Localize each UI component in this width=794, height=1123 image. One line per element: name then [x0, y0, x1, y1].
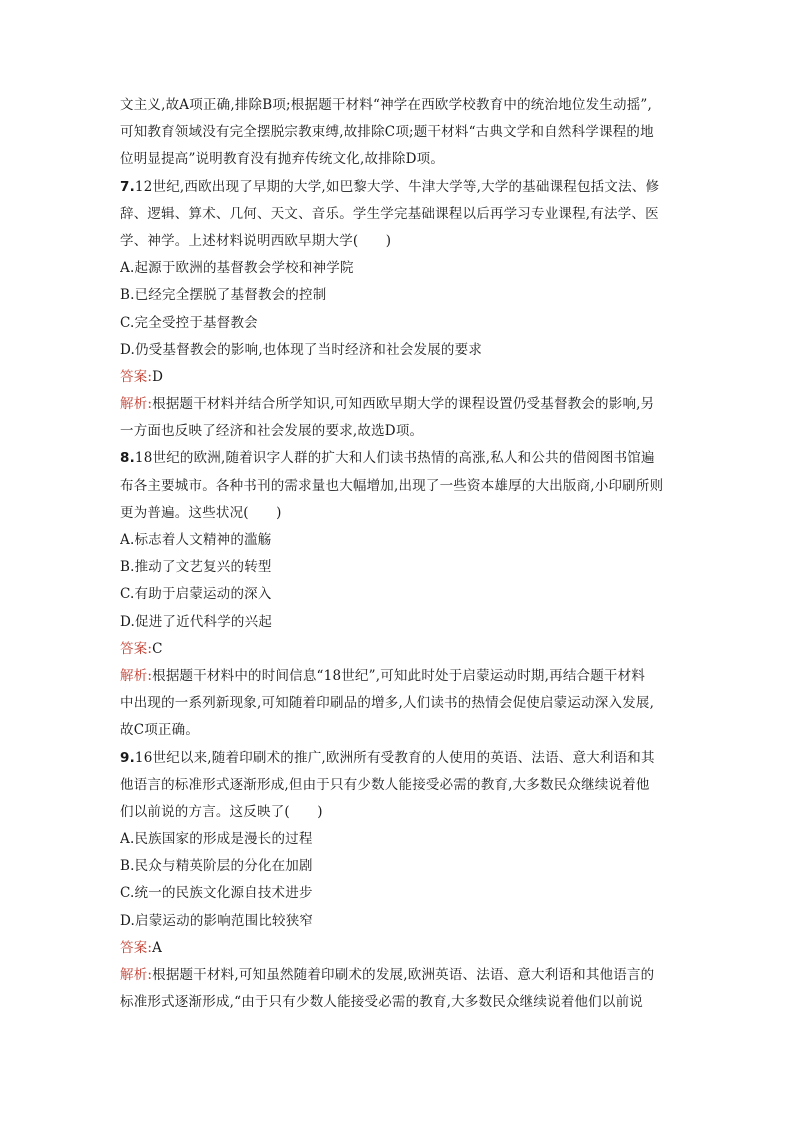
- option-c: C.有助于启蒙运动的深入: [120, 586, 272, 603]
- question-stem-line: [120, 745, 680, 772]
- analysis-text: 根据题干材料中的时间信息“18世纪”,可知此时处于启蒙运动时期,再结合题干材料: [152, 667, 646, 684]
- question-9: [120, 745, 680, 1017]
- question-stem-line: 布各主要城市。各种书刊的需求量也大幅增加,出现了一些资本雄厚的大出版商,小印刷所则: [120, 477, 664, 494]
- answer-label: 答案:: [120, 939, 153, 956]
- question-stem-line: [120, 174, 680, 201]
- question-stem-line: 们以前说的方言。这反映了( ): [120, 803, 323, 820]
- option-b: B.推动了文艺复兴的转型: [120, 559, 272, 576]
- analysis-line: 一方面也反映了经济和社会发展的要求,故选D项。: [120, 423, 424, 440]
- question-8: [120, 445, 680, 744]
- continuation-paragraph: [120, 92, 680, 174]
- answer-value: A: [152, 939, 163, 956]
- analysis-line: [120, 391, 680, 418]
- analysis-line: 故C项正确。: [120, 722, 200, 739]
- option-a: A.起源于欧洲的基督教会学校和神学院: [120, 260, 354, 277]
- analysis-label: 解析:: [120, 396, 153, 413]
- option-d: D.启蒙运动的影响范围比较狭窄: [120, 912, 314, 929]
- answer-line: [120, 636, 680, 663]
- analysis-label: 解析:: [120, 967, 153, 983]
- analysis-line: 中出现的一系列新现象,可知随着印刷品的增多,人们读书的热情会促使启蒙运动深入发展,: [120, 695, 655, 712]
- question-number: 7.: [120, 178, 135, 195]
- document-content: [120, 92, 680, 1016]
- stem-text: 12世纪,西欧出现了早期的大学,如巴黎大学、牛津大学等,大学的基础课程包括文法、修: [134, 178, 660, 195]
- option-c: C.统一的民族文化源自技术进步: [120, 885, 313, 902]
- question-stem-line: 他语言的标准形式逐渐形成,但由于只有少数人能接受必需的教育,大多数民众继续说着他: [120, 776, 650, 793]
- question-stem-line: [120, 445, 680, 472]
- question-7: [120, 174, 680, 446]
- question-stem-line: 学、神学。上述材料说明西欧早期大学( ): [120, 232, 392, 249]
- option-b: B.民众与精英阶层的分化在加剧: [120, 858, 313, 875]
- question-number: 8.: [120, 450, 135, 467]
- text-line: 文主义,故A项正确,排除B项;根据题干材料“神学在西欧学校教育中的统治地位发生动摇”,: [120, 97, 652, 113]
- answer-label: 答案:: [120, 368, 153, 385]
- text-line: 位明显提高”说明教育没有抛弃传统文化,故排除D项。: [120, 151, 445, 168]
- option-c: C.完全受控于基督教会: [120, 314, 258, 331]
- stem-text: 16世纪以来,随着印刷术的推广,欧洲所有受教育的人使用的英语、法语、意大利语和其: [134, 749, 655, 766]
- answer-label: 答案:: [120, 640, 153, 657]
- analysis-text: 根据题干材料并结合所学知识,可知西欧早期大学的课程设置仍受基督教会的影响,另: [152, 396, 655, 413]
- option-d: D.促进了近代科学的兴起: [120, 613, 273, 630]
- analysis-line: [120, 663, 680, 690]
- option-b: B.已经完全摆脱了基督教会的控制: [120, 287, 327, 304]
- answer-value: D: [152, 368, 164, 385]
- question-stem-line: 辞、逻辑、算术、几何、天文、音乐。学生学完基础课程以后再学习专业课程,有法学、医: [120, 205, 659, 222]
- option-a: A.标志着人文精神的滥觞: [120, 532, 272, 548]
- question-stem-line: 更为普遍。这些状况( ): [120, 504, 282, 521]
- answer-value: C: [152, 640, 163, 657]
- option-a: A.民族国家的形成是漫长的过程: [120, 831, 313, 848]
- text-line: 可知教育领域没有完全摆脱宗教束缚,故排除C项;题干材料“古典文学和自然科学课程的地: [120, 124, 654, 141]
- analysis-label: 解析:: [120, 667, 153, 684]
- answer-line: [120, 364, 680, 391]
- analysis-line: 标准形式逐渐形成,“由于只有少数人能接受必需的教育,大多数民众继续说着他们以前说: [120, 994, 643, 1011]
- question-number: 9.: [120, 749, 135, 766]
- stem-text: 18世纪的欧洲,随着识字人群的扩大和人们读书热情的高涨,私人和公共的借阅图书馆遍: [134, 450, 655, 467]
- option-d: D.仍受基督教会的影响,也体现了当时经济和社会发展的要求: [120, 341, 483, 358]
- analysis-text: 根据题干材料,可知虽然随着印刷术的发展,欧洲英语、法语、意大利语和其他语言的: [152, 967, 655, 983]
- analysis-line: [120, 962, 680, 989]
- answer-line: [120, 935, 680, 962]
